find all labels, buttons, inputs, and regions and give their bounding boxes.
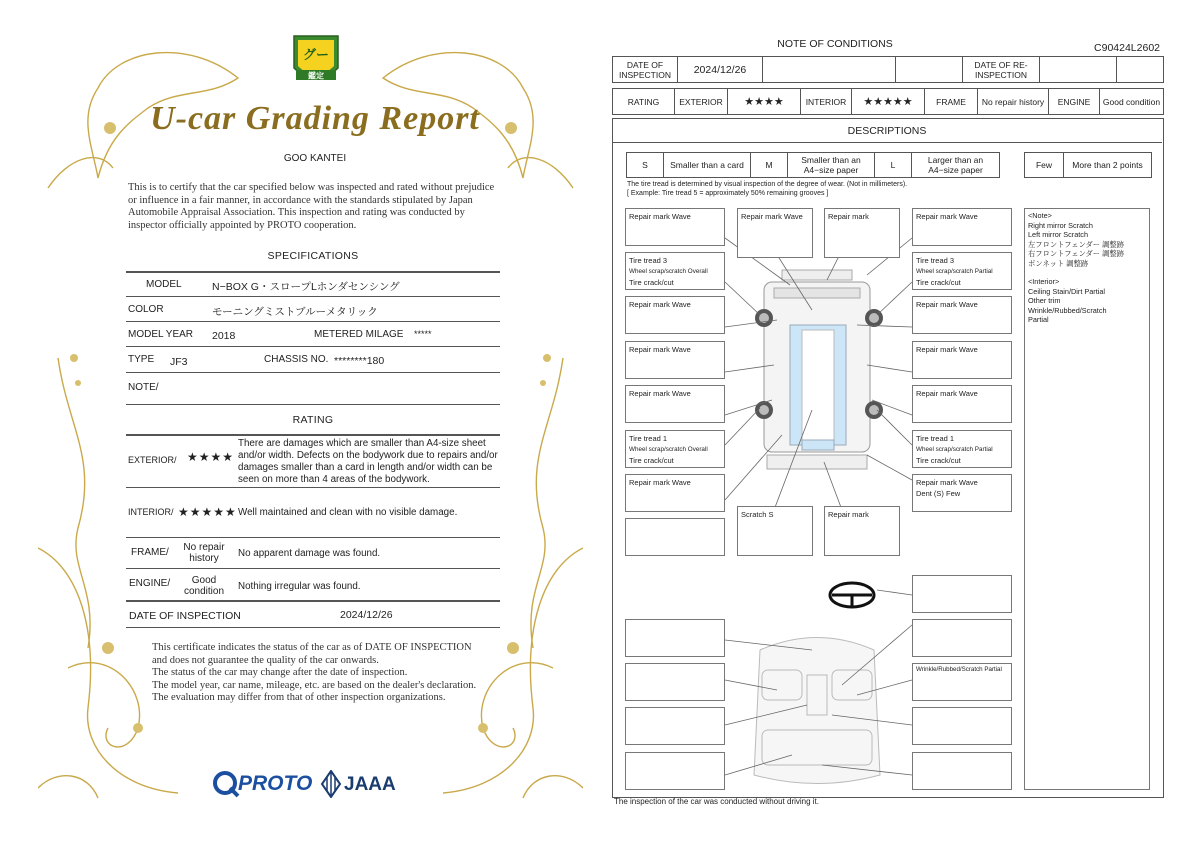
damage-text: Repair mark Wave [916, 478, 978, 487]
date-value: 2024/12/26 [340, 609, 393, 621]
date-label: DATE OF INSPECTION [129, 610, 241, 622]
chassis-value: ********180 [334, 355, 385, 367]
damage-text: Dent (S) Few [916, 489, 961, 498]
rating-row [612, 88, 1164, 115]
empty-cell [1117, 57, 1163, 82]
mileage-value: ***** [414, 329, 432, 339]
notes-panel [1024, 208, 1150, 790]
damage-box-empty [625, 518, 725, 556]
tire-tread: Tire tread 1 [916, 434, 955, 443]
scale-m: M [751, 153, 788, 177]
wheel-scratch: Wheel scrap/scratch Overall [629, 446, 708, 453]
divider [126, 537, 500, 538]
frame-label: FRAME/ [131, 547, 169, 558]
scale-few-description: More than 2 points [1072, 160, 1143, 170]
divider [126, 568, 500, 569]
frame-label: FRAME [925, 89, 978, 114]
damage-box: Repair mark Wave [625, 385, 725, 423]
damage-box-empty [625, 619, 725, 657]
divider [126, 404, 500, 405]
noc-title: NOTE OF CONDITIONS [777, 38, 893, 50]
footer-line: The status of the car may change after the date of inspection. [152, 667, 408, 678]
interior-label: INTERIOR [801, 89, 852, 114]
rating-heading: RATING [292, 414, 334, 426]
inspection-footer-note: The inspection of the car was conducted without driving it. [614, 797, 819, 806]
tire-crack: Tire crack/cut [916, 278, 961, 287]
divider [126, 600, 500, 602]
steering-wheel-icon [830, 583, 874, 607]
damage-box: Repair mark Wave [625, 474, 725, 512]
empty-cell [896, 57, 963, 82]
divider [126, 296, 500, 297]
type-label: TYPE [128, 354, 155, 365]
wheel-scratch: Wheel scrap/scratch Partial [916, 268, 993, 275]
car-top-view [755, 270, 883, 469]
divider [126, 627, 500, 628]
damage-box: Repair mark Wave [625, 341, 725, 379]
jaaa-logo-icon [320, 770, 342, 798]
engine-label: ENGINE/ [129, 578, 171, 589]
tire-crack: Tire crack/cut [916, 456, 961, 465]
model-year-value: 2018 [212, 330, 236, 342]
damage-box [912, 474, 1012, 512]
damage-box: Repair mark Wave [625, 208, 725, 246]
exterior-description: There are damages which are smaller than A4-size sheet and/or width. Defects on the bodywork due to repairs and/or damages smaller than a card in length and/or width can be seen on more than 4 areas of the bodywork. [238, 438, 498, 485]
interior-stars: ★★★★★ [178, 505, 237, 519]
descriptions-heading: DESCRIPTIONS [612, 118, 1162, 143]
damage-box-empty [912, 619, 1012, 657]
damage-box-empty [912, 707, 1012, 745]
damage-box: Repair mark Wave [912, 208, 1012, 246]
few-legend [1024, 152, 1152, 178]
model-year-label: MODEL YEAR [128, 329, 194, 340]
type-value: JF3 [170, 356, 188, 368]
inspection-date-value: 2024/12/26 [678, 57, 763, 82]
tire-box-front-left [625, 252, 725, 290]
exterior-stars: ★★★★ [728, 89, 801, 114]
tire-crack: Tire crack/cut [629, 278, 674, 287]
tire-tread-note [627, 180, 907, 198]
note-line: Right mirror Scratch [1028, 220, 1093, 230]
damage-box: Wrinkle/Rubbed/Scratch Partial [912, 663, 1012, 701]
divider [126, 346, 500, 347]
damage-box: Repair mark [824, 208, 900, 258]
badge-line1: グー [302, 48, 330, 63]
frame-description: No apparent damage was found. [238, 548, 381, 559]
scale-l: L [875, 153, 912, 177]
certificate-title: U-car Grading Report [150, 100, 480, 137]
engine-value: Good condition [1102, 96, 1161, 107]
certificate-subtitle: GOO KANTEI [283, 153, 347, 164]
damage-box: Repair mark Wave [912, 385, 1012, 423]
engine-description: Nothing irregular was found. [238, 581, 361, 592]
badge-line2: 鑑定 [308, 71, 324, 81]
damage-box-empty [912, 752, 1012, 790]
document-id: C90424L2602 [1094, 42, 1160, 54]
scale-l-description: Larger than an A4−size paper [927, 155, 984, 175]
exterior-label: EXTERIOR/ [128, 455, 177, 465]
damage-box-empty [912, 575, 1012, 613]
divider [126, 434, 500, 436]
model-value: N−BOX G・スロープLホンダセンシング [212, 281, 400, 293]
note-label: NOTE/ [128, 382, 159, 393]
divider [126, 487, 500, 488]
scale-s-description: Smaller than a card [664, 153, 751, 177]
tire-tread: Tire tread 3 [629, 256, 668, 265]
engine-value: Good condition [183, 575, 225, 597]
car-interior-view [754, 638, 880, 784]
certificate-footer [152, 642, 482, 705]
wheel-scratch: Wheel scrap/scratch Partial [916, 446, 993, 453]
exterior-stars: ★★★★ [187, 450, 235, 464]
tire-tread-note-line: [ Example: Tire tread 5 = approximately 50% remaining grooves ] [627, 190, 829, 197]
tire-tread-note-line: The tire tread is determined by visual inspection of the degree of wear. (Not in millimeters). [627, 181, 908, 188]
damage-box-empty [625, 707, 725, 745]
interior-note-line: Partial [1028, 315, 1049, 324]
certificate-intro: This is to certify that the car specified below was inspected and rated without prejudice or influence in a fair manner, in accordance with the standards stipulated by Japan Automobile Appraisal Association. This inspection and rating was conducted by inspector officially appointed by PROTO cooperation. [128, 182, 495, 231]
color-value: モーニングミストブルーメタリック [212, 306, 378, 318]
damage-box: Repair mark [824, 506, 900, 556]
divider [126, 271, 500, 273]
proto-logo-text: PROTO [238, 772, 313, 795]
engine-label: ENGINE [1049, 89, 1100, 114]
damage-scale-legend [626, 152, 1000, 178]
note-line: 右フロントフェンダー 調整跡 [1028, 249, 1125, 258]
notes-heading: <Note> [1028, 211, 1052, 220]
damage-box: Repair mark Wave [625, 296, 725, 334]
wheel-scratch: Wheel scrap/scratch Overall [629, 268, 708, 275]
interior-note-line: Other trim [1028, 296, 1061, 305]
jaaa-logo-text: JAAA [344, 774, 396, 795]
logos [212, 770, 412, 800]
color-label: COLOR [128, 304, 164, 315]
damage-box: Repair mark Wave [737, 208, 813, 258]
reinspection-date-value [1040, 57, 1117, 82]
scale-few: Few [1025, 153, 1064, 177]
interior-note-line: Ceiling Stain/Dirt Partial [1028, 286, 1106, 296]
damage-box: Repair mark Wave [912, 296, 1012, 334]
mileage-label: METERED MILAGE [314, 329, 404, 340]
interior-stars: ★★★★★ [852, 89, 925, 114]
damage-box: Repair mark Wave [912, 341, 1012, 379]
interior-notes-heading: <Interior> [1028, 277, 1060, 286]
tire-tread: Tire tread 1 [629, 434, 668, 443]
damage-box: Scratch S [737, 506, 813, 556]
scale-s: S [627, 153, 664, 177]
proto-logo-icon [212, 770, 240, 798]
empty-cell [763, 57, 896, 82]
footer-line: The model year, car name, mileage, etc. are based on the dealer's declaration. [152, 679, 477, 691]
goo-kantei-badge [288, 32, 344, 92]
interior-description: Well maintained and clean with no visible damage. [238, 507, 458, 518]
tire-crack: Tire crack/cut [629, 456, 674, 465]
tire-box-front-right [912, 252, 1012, 290]
note-line: Left mirror Scratch [1028, 230, 1089, 239]
note-line: ボンネット 調整跡 [1028, 258, 1089, 268]
note-line: 左フロントフェンダー 調整跡 [1028, 239, 1125, 249]
frame-value: No repair history [183, 542, 225, 564]
footer-line: This certificate indicates the status of the car as of DATE OF INSPECTION and does not guarantee the quality of the car onwards. [152, 642, 472, 666]
divider [126, 372, 500, 373]
tire-tread: Tire tread 3 [916, 256, 955, 265]
scale-m-description: Smaller than an A4−size paper [788, 153, 875, 177]
inspection-date-label: DATE OF INSPECTION [613, 57, 678, 82]
interior-note-line: Wrinkle/Rubbed/Scratch [1028, 305, 1107, 315]
chassis-label: CHASSIS NO. [264, 354, 329, 365]
model-label: MODEL [146, 279, 182, 290]
rating-label: RATING [613, 89, 675, 114]
footer-line: The evaluation may differ from that of other inspection organizations. [152, 692, 446, 703]
frame-value: No repair history [978, 89, 1049, 114]
exterior-label: EXTERIOR [675, 89, 728, 114]
damage-box-empty [625, 752, 725, 790]
divider [126, 321, 500, 322]
interior-label: INTERIOR/ [128, 507, 174, 517]
damage-box-empty [625, 663, 725, 701]
tire-box-rear-left [625, 430, 725, 468]
tire-box-rear-right [912, 430, 1012, 468]
specifications-heading: SPECIFICATIONS [267, 250, 359, 262]
reinspection-date-label: DATE OF RE-INSPECTION [963, 57, 1040, 82]
date-row [612, 56, 1164, 83]
